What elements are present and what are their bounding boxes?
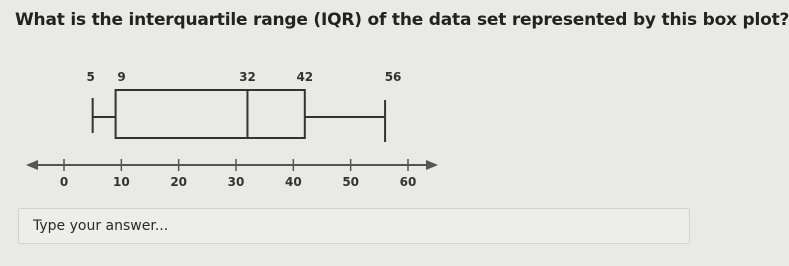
axis-tick-label: 50 [342, 175, 360, 189]
number-line-right-arrow [426, 160, 438, 170]
axis-tick-label: 30 [227, 175, 245, 189]
q1-label: 9 [117, 70, 126, 84]
max-label: 56 [384, 70, 402, 84]
iqr-box [116, 90, 305, 138]
answer-input[interactable] [19, 209, 689, 243]
q3-label: 42 [296, 70, 314, 84]
axis-tick-label: 0 [59, 175, 69, 189]
min-label: 5 [86, 70, 95, 84]
axis-tick-label: 60 [399, 175, 417, 189]
answer-field[interactable] [18, 208, 690, 244]
axis-tick-label: 20 [170, 175, 188, 189]
axis-tick-label: 10 [112, 175, 130, 189]
median-label: 32 [239, 70, 256, 84]
question-text: What is the interquartile range (IQR) of the data set represented by this box plot? [15, 10, 789, 30]
axis-tick-label: 40 [284, 175, 302, 189]
number-line-left-arrow [26, 160, 38, 170]
